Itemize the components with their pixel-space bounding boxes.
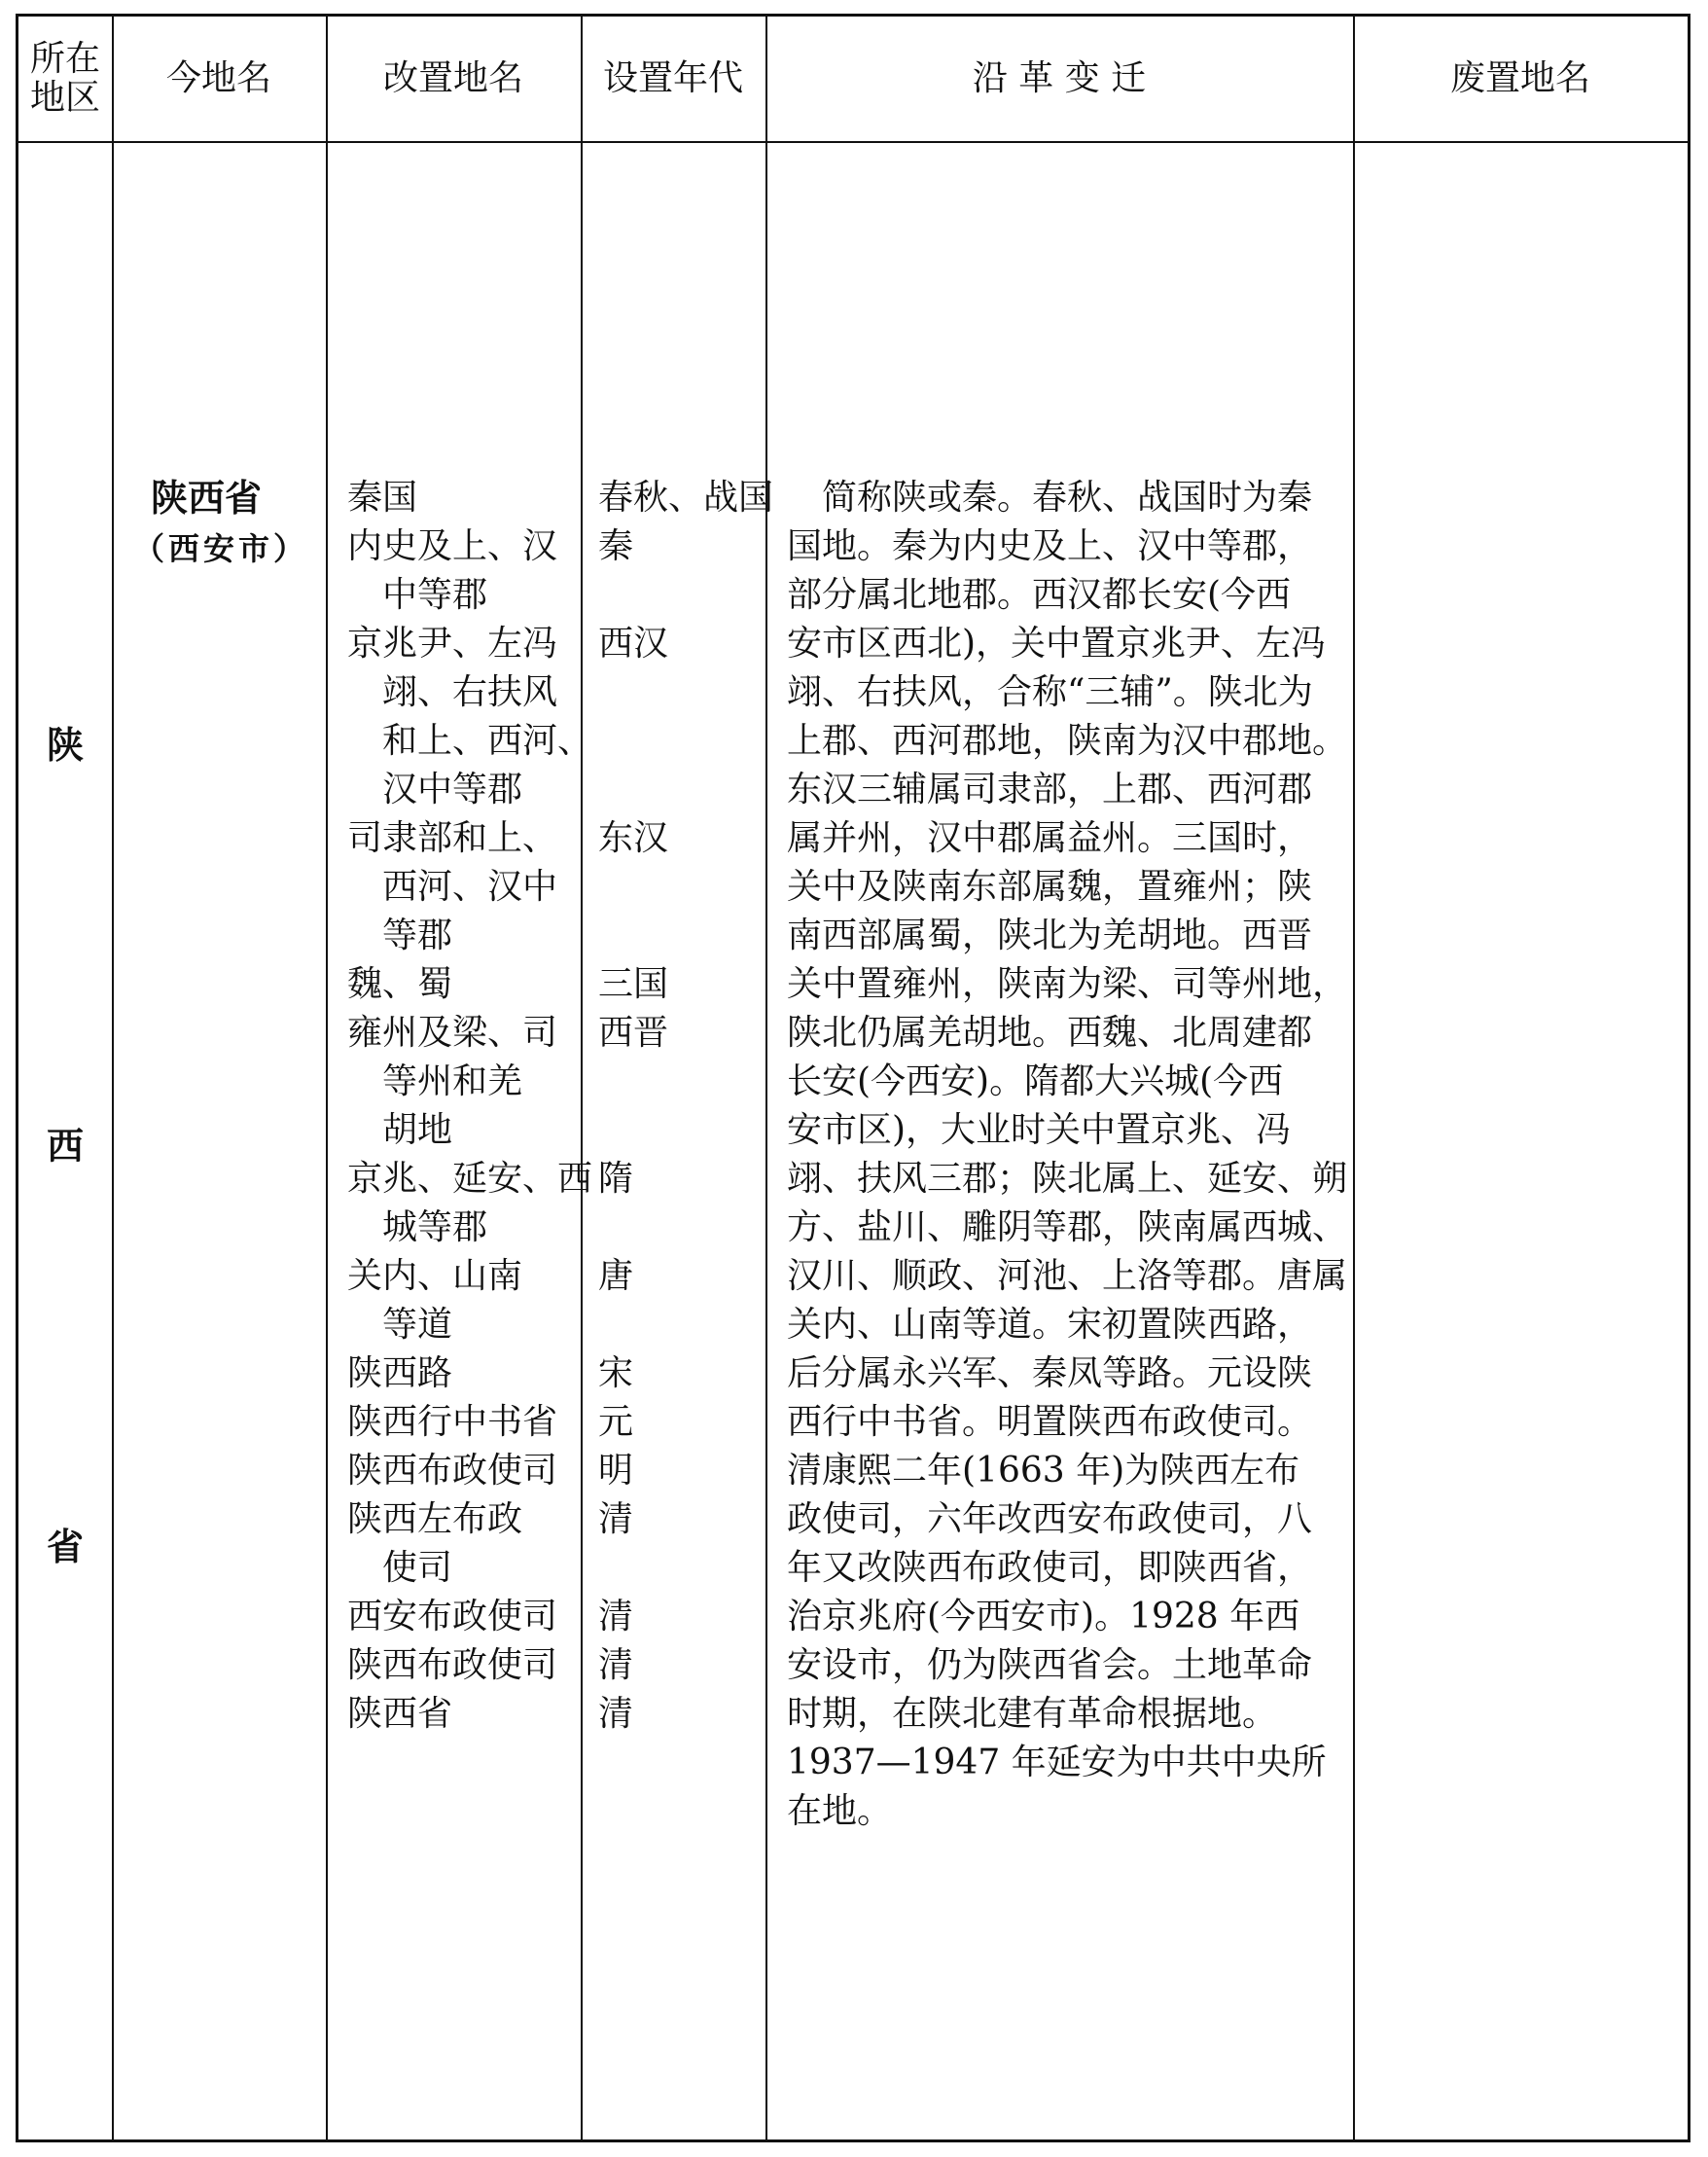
header-region-line2: 地区: [29, 78, 100, 118]
history-line: 长安(今西安)。隋都大兴城(今西: [787, 1061, 1284, 1101]
history-line: 方、盐川、雕阴等郡，陕南属西城、: [787, 1207, 1348, 1247]
era-line: 三国: [598, 964, 669, 1004]
history-line: 清康熙二年(1663 年)为陕西左布: [787, 1451, 1300, 1491]
changed-name-line: 胡地: [347, 1110, 453, 1150]
era-line: 清: [598, 1499, 634, 1539]
history-table: [16, 14, 1690, 2142]
changed-name-line: 陕西布政使司: [347, 1645, 558, 1685]
changed-name-line: 雍州及梁、司: [347, 1013, 558, 1053]
era-line: 西晋: [598, 1013, 669, 1053]
history-line: 上郡、西河郡地，陕南为汉中郡地。: [787, 721, 1348, 761]
header-history: 沿 革 变 迁: [972, 58, 1147, 99]
history-line: 在地。: [787, 1791, 893, 1831]
history-line: 关中置雍州，陕南为梁、司等州地，: [787, 964, 1348, 1004]
changed-name-line: 陕西路: [347, 1353, 453, 1393]
history-line: 政使司，六年改西安布政使司，八: [787, 1499, 1313, 1539]
changed-name-line: 陕西布政使司: [347, 1451, 558, 1491]
history-line: 翊、扶风三郡；陕北属上、延安、朔: [787, 1159, 1348, 1199]
region-char: 省: [46, 1525, 84, 1568]
header-region-line1: 所在: [29, 39, 100, 80]
history-line: 南西部属蜀，陕北为羌胡地。西晋: [787, 916, 1313, 955]
column-divider: [326, 17, 328, 2139]
history-line: 陕北仍属羌胡地。西魏、北周建都: [787, 1013, 1313, 1053]
history-line: 关中及陕南东部属魏，置雍州；陕: [787, 867, 1313, 907]
era-line: 唐: [598, 1256, 634, 1296]
changed-name-line: 和上、西河、: [347, 721, 593, 761]
changed-name-line: 西安布政使司: [347, 1597, 558, 1636]
changed-name-line: 使司: [347, 1548, 453, 1588]
history-line: 汉川、顺政、河池、上洛等郡。唐属: [787, 1256, 1348, 1296]
era-line: 清: [598, 1694, 634, 1734]
changed-name-line: 汉中等郡: [347, 770, 523, 809]
history-line: 治京兆府(今西安市)。1928 年西: [787, 1597, 1300, 1636]
era-line: 隋: [598, 1159, 634, 1199]
history-line: 安设市，仍为陕西省会。土地革命: [787, 1645, 1313, 1685]
era-line: 秦: [598, 526, 634, 566]
column-divider: [112, 17, 114, 2139]
header-era: 设置年代: [602, 58, 743, 99]
history-line: 西行中书省。明置陕西布政使司。: [787, 1402, 1313, 1442]
changed-name-line: 关内、山南: [347, 1256, 523, 1296]
history-line: 安市区西北)，关中置京兆尹、左冯: [787, 624, 1327, 664]
history-line: 1937—1947 年延安为中共中央所: [787, 1743, 1327, 1782]
era-line: 清: [598, 1645, 634, 1685]
changed-name-line: 翊、右扶风: [347, 672, 558, 712]
history-line: 关内、山南等道。宋初置陕西路，: [787, 1305, 1313, 1345]
changed-name-line: 司隶部和上、: [347, 818, 558, 858]
region-char: 陕: [46, 723, 84, 767]
changed-name-line: 陕西行中书省: [347, 1402, 558, 1442]
changed-name-line: 京兆、延安、西: [347, 1159, 593, 1199]
changed-name-line: 等郡: [347, 916, 453, 955]
era-line: 清: [598, 1597, 634, 1636]
history-line: 翊、右扶风，合称“三辅”。陕北为: [787, 672, 1313, 712]
region-char: 西: [46, 1124, 84, 1168]
history-line: 东汉三辅属司隶部，上郡、西河郡: [787, 770, 1313, 809]
history-line: 国地。秦为内史及上、汉中等郡，: [787, 526, 1313, 566]
history-line: 后分属永兴军、秦凤等路。元设陕: [787, 1353, 1313, 1393]
history-line: 安市区)，大业时关中置京兆、冯: [787, 1110, 1292, 1150]
era-line: 明: [598, 1451, 634, 1491]
changed-name-line: 京兆尹、左冯: [347, 624, 558, 664]
era-line: 元: [598, 1402, 634, 1442]
era-line: 东汉: [598, 818, 669, 858]
changed-name-line: 秦国: [347, 478, 418, 518]
today-name-note: （西安市）: [133, 530, 309, 567]
history-line: 属并州，汉中郡属益州。三国时，: [787, 818, 1313, 858]
column-divider: [1353, 17, 1355, 2139]
header-divider: [18, 141, 1688, 143]
changed-name-line: 城等郡: [347, 1207, 488, 1247]
history-line: 年又改陕西布政使司，即陕西省，: [787, 1548, 1313, 1588]
history-line: 时期，在陕北建有革命根据地。: [787, 1694, 1278, 1734]
era-line: 春秋、战国: [598, 478, 774, 518]
header-today-name: 今地名: [165, 58, 271, 99]
column-divider: [765, 17, 767, 2139]
column-divider: [581, 17, 583, 2139]
changed-name-line: 内史及上、汉: [347, 526, 558, 566]
changed-name-line: 西河、汉中: [347, 867, 558, 907]
changed-name-line: 魏、蜀: [347, 964, 453, 1004]
era-line: 宋: [598, 1353, 634, 1393]
era-line: 西汉: [598, 624, 669, 664]
changed-name-line: 等州和羌: [347, 1061, 523, 1101]
history-line: 简称陕或秦。春秋、战国时为秦: [787, 478, 1313, 518]
header-abolished: 废置地名: [1449, 58, 1590, 99]
changed-name-line: 中等郡: [347, 575, 488, 615]
header-changed-name: 改置地名: [382, 58, 523, 99]
changed-name-line: 陕西左布政: [347, 1499, 523, 1539]
changed-name-line: 陕西省: [347, 1694, 453, 1734]
history-line: 部分属北地郡。西汉都长安(今西: [787, 575, 1292, 615]
header-region: [18, 17, 112, 141]
today-name: 陕西省: [151, 476, 263, 520]
changed-name-line: 等道: [347, 1305, 453, 1345]
